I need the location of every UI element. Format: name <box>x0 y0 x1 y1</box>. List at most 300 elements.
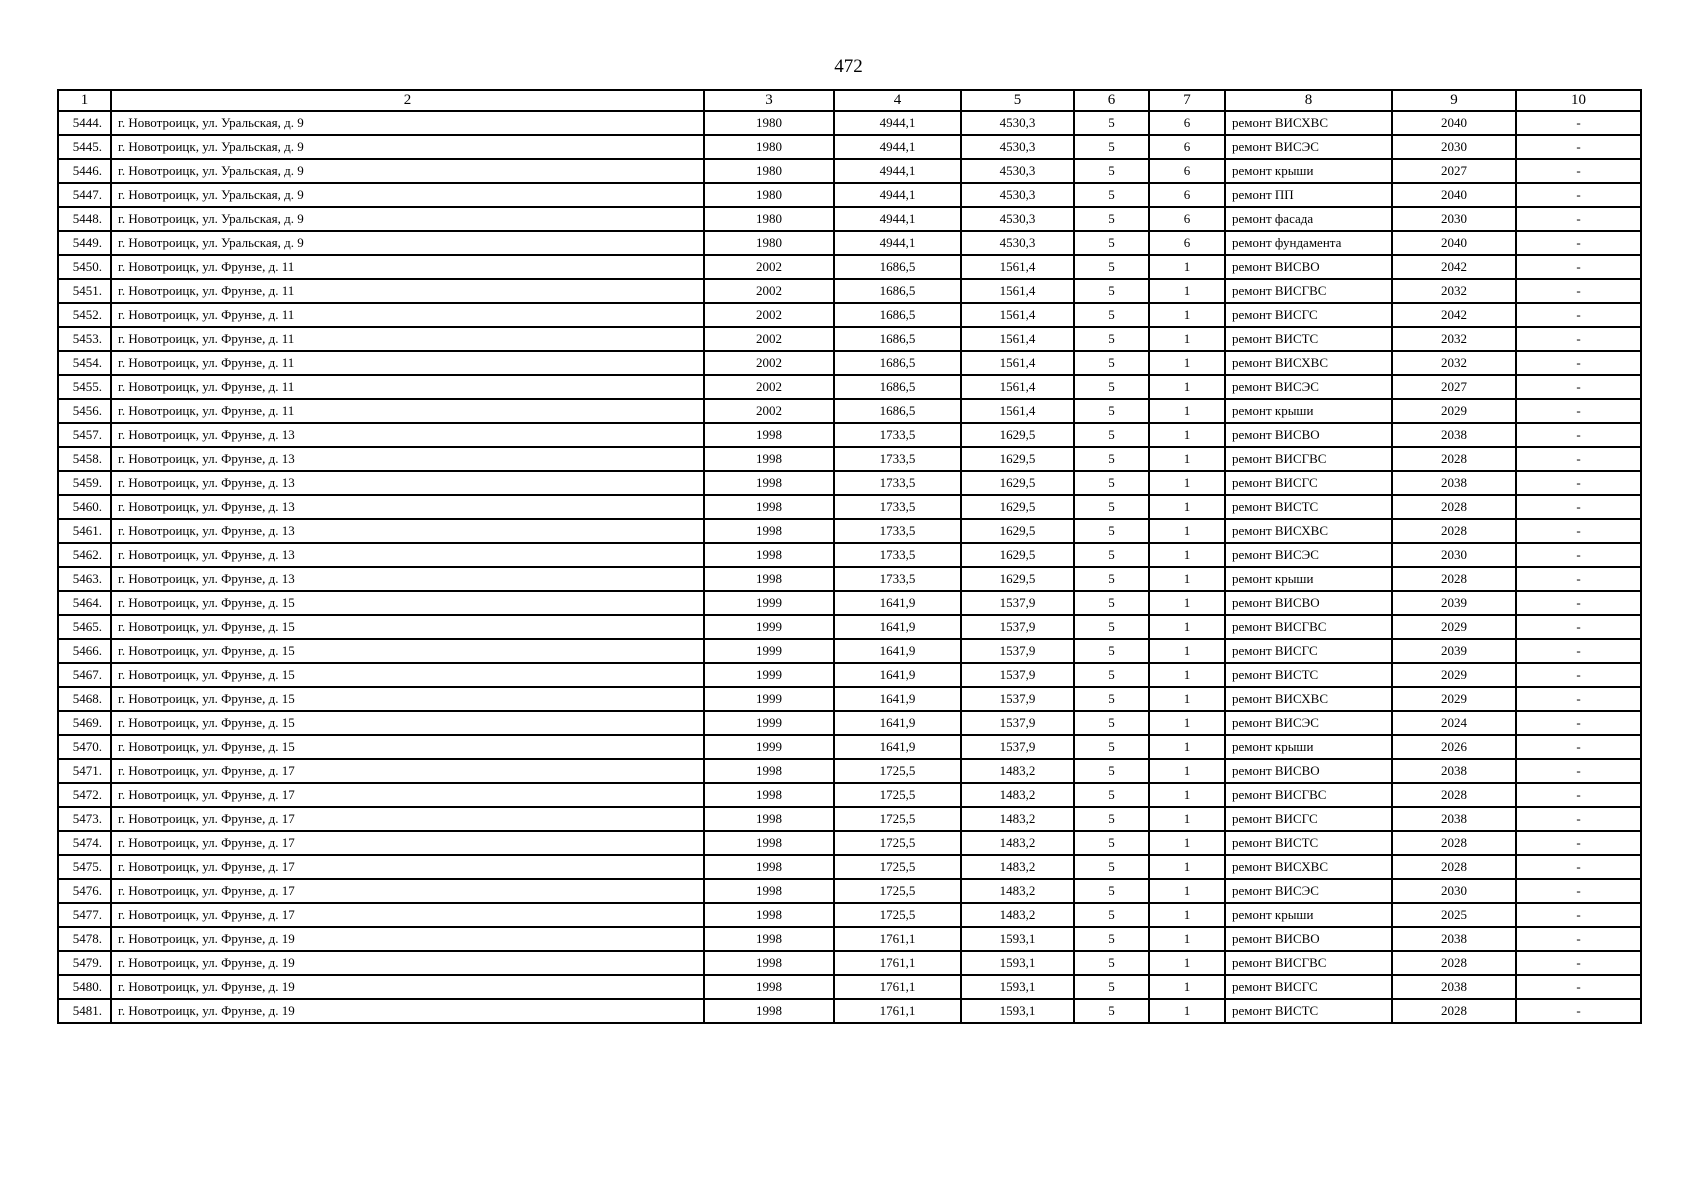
floors-cell: 5 <box>1074 447 1149 471</box>
table-row <box>58 831 1641 855</box>
note-cell: - <box>1516 687 1641 711</box>
year-built-cell: 1998 <box>704 519 834 543</box>
living-area-cell: 1629,5 <box>961 519 1074 543</box>
floors-cell: 5 <box>1074 879 1149 903</box>
row-number-cell: 5449. <box>58 231 111 255</box>
floors-cell: 5 <box>1074 639 1149 663</box>
planned-year-cell: 2026 <box>1392 735 1516 759</box>
year-built-cell: 1999 <box>704 711 834 735</box>
work-type-cell: ремонт ВИСГС <box>1225 975 1392 999</box>
living-area-cell: 1537,9 <box>961 735 1074 759</box>
floors-cell: 5 <box>1074 831 1149 855</box>
year-built-cell: 1998 <box>704 879 834 903</box>
work-type-cell: ремонт ВИСХВС <box>1225 351 1392 375</box>
planned-year-cell: 2038 <box>1392 975 1516 999</box>
living-area-cell: 4530,3 <box>961 159 1074 183</box>
floors-cell: 5 <box>1074 783 1149 807</box>
work-type-cell: ремонт ВИСХВС <box>1225 855 1392 879</box>
table-row <box>58 879 1641 903</box>
planned-year-cell: 2028 <box>1392 495 1516 519</box>
floors-cell: 5 <box>1074 735 1149 759</box>
note-cell: - <box>1516 735 1641 759</box>
floors-cell: 5 <box>1074 159 1149 183</box>
floors-cell: 5 <box>1074 495 1149 519</box>
entrances-cell: 1 <box>1149 831 1225 855</box>
total-area-cell: 1686,5 <box>834 255 961 279</box>
planned-year-cell: 2030 <box>1392 207 1516 231</box>
table-row <box>58 711 1641 735</box>
address-cell: г. Новотроицк, ул. Фрунзе, д. 15 <box>111 639 704 663</box>
table-row <box>58 687 1641 711</box>
living-area-cell: 1561,4 <box>961 399 1074 423</box>
entrances-cell: 1 <box>1149 639 1225 663</box>
row-number-cell: 5448. <box>58 207 111 231</box>
note-cell: - <box>1516 351 1641 375</box>
year-built-cell: 2002 <box>704 351 834 375</box>
entrances-cell: 1 <box>1149 735 1225 759</box>
row-number-cell: 5452. <box>58 303 111 327</box>
note-cell: - <box>1516 807 1641 831</box>
work-type-cell: ремонт ВИСГС <box>1225 807 1392 831</box>
entrances-cell: 6 <box>1149 231 1225 255</box>
address-cell: г. Новотроицк, ул. Уральская, д. 9 <box>111 159 704 183</box>
address-cell: г. Новотроицк, ул. Фрунзе, д. 19 <box>111 975 704 999</box>
address-cell: г. Новотроицк, ул. Фрунзе, д. 17 <box>111 807 704 831</box>
column-header: 1 <box>58 90 111 111</box>
address-cell: г. Новотроицк, ул. Фрунзе, д. 11 <box>111 279 704 303</box>
year-built-cell: 1980 <box>704 111 834 135</box>
address-cell: г. Новотроицк, ул. Фрунзе, д. 13 <box>111 567 704 591</box>
entrances-cell: 1 <box>1149 951 1225 975</box>
floors-cell: 5 <box>1074 903 1149 927</box>
living-area-cell: 1561,4 <box>961 351 1074 375</box>
living-area-cell: 1537,9 <box>961 615 1074 639</box>
total-area-cell: 1641,9 <box>834 735 961 759</box>
address-cell: г. Новотроицк, ул. Уральская, д. 9 <box>111 231 704 255</box>
work-type-cell: ремонт ВИСТС <box>1225 327 1392 351</box>
row-number-cell: 5467. <box>58 663 111 687</box>
note-cell: - <box>1516 183 1641 207</box>
note-cell: - <box>1516 255 1641 279</box>
row-number-cell: 5462. <box>58 543 111 567</box>
planned-year-cell: 2029 <box>1392 687 1516 711</box>
total-area-cell: 1725,5 <box>834 831 961 855</box>
address-cell: г. Новотроицк, ул. Фрунзе, д. 13 <box>111 543 704 567</box>
year-built-cell: 1980 <box>704 183 834 207</box>
table-row <box>58 279 1641 303</box>
total-area-cell: 1725,5 <box>834 903 961 927</box>
floors-cell: 5 <box>1074 423 1149 447</box>
row-number-cell: 5444. <box>58 111 111 135</box>
living-area-cell: 4530,3 <box>961 135 1074 159</box>
entrances-cell: 1 <box>1149 279 1225 303</box>
year-built-cell: 1999 <box>704 663 834 687</box>
planned-year-cell: 2042 <box>1392 255 1516 279</box>
work-type-cell: ремонт ВИСГВС <box>1225 279 1392 303</box>
total-area-cell: 1641,9 <box>834 663 961 687</box>
living-area-cell: 1629,5 <box>961 471 1074 495</box>
table-row <box>58 375 1641 399</box>
year-built-cell: 2002 <box>704 255 834 279</box>
planned-year-cell: 2028 <box>1392 999 1516 1023</box>
year-built-cell: 2002 <box>704 303 834 327</box>
row-number-cell: 5476. <box>58 879 111 903</box>
planned-year-cell: 2040 <box>1392 183 1516 207</box>
table-body <box>58 111 1641 1023</box>
year-built-cell: 1998 <box>704 543 834 567</box>
table-row <box>58 951 1641 975</box>
note-cell: - <box>1516 591 1641 615</box>
row-number-cell: 5463. <box>58 567 111 591</box>
floors-cell: 5 <box>1074 927 1149 951</box>
total-area-cell: 1733,5 <box>834 519 961 543</box>
work-type-cell: ремонт ВИСХВС <box>1225 687 1392 711</box>
address-cell: г. Новотроицк, ул. Фрунзе, д. 11 <box>111 327 704 351</box>
address-cell: г. Новотроицк, ул. Фрунзе, д. 15 <box>111 687 704 711</box>
row-number-cell: 5481. <box>58 999 111 1023</box>
planned-year-cell: 2040 <box>1392 111 1516 135</box>
entrances-cell: 1 <box>1149 759 1225 783</box>
floors-cell: 5 <box>1074 951 1149 975</box>
living-area-cell: 4530,3 <box>961 207 1074 231</box>
work-type-cell: ремонт ВИСТС <box>1225 663 1392 687</box>
table-row <box>58 423 1641 447</box>
entrances-cell: 1 <box>1149 783 1225 807</box>
living-area-cell: 1483,2 <box>961 831 1074 855</box>
row-number-cell: 5472. <box>58 783 111 807</box>
total-area-cell: 1686,5 <box>834 375 961 399</box>
address-cell: г. Новотроицк, ул. Фрунзе, д. 13 <box>111 447 704 471</box>
planned-year-cell: 2038 <box>1392 927 1516 951</box>
column-header: 2 <box>111 90 704 111</box>
entrances-cell: 1 <box>1149 423 1225 447</box>
total-area-cell: 1686,5 <box>834 303 961 327</box>
note-cell: - <box>1516 471 1641 495</box>
address-cell: г. Новотроицк, ул. Фрунзе, д. 11 <box>111 399 704 423</box>
total-area-cell: 1761,1 <box>834 999 961 1023</box>
note-cell: - <box>1516 855 1641 879</box>
year-built-cell: 1998 <box>704 567 834 591</box>
living-area-cell: 1483,2 <box>961 783 1074 807</box>
note-cell: - <box>1516 495 1641 519</box>
table-row <box>58 111 1641 135</box>
row-number-cell: 5478. <box>58 927 111 951</box>
address-cell: г. Новотроицк, ул. Уральская, д. 9 <box>111 111 704 135</box>
work-type-cell: ремонт ВИСВО <box>1225 255 1392 279</box>
work-type-cell: ремонт ВИСТС <box>1225 495 1392 519</box>
entrances-cell: 6 <box>1149 111 1225 135</box>
note-cell: - <box>1516 519 1641 543</box>
row-number-cell: 5477. <box>58 903 111 927</box>
work-type-cell: ремонт ВИСЭС <box>1225 135 1392 159</box>
address-cell: г. Новотроицк, ул. Фрунзе, д. 11 <box>111 351 704 375</box>
table-row <box>58 783 1641 807</box>
row-number-cell: 5469. <box>58 711 111 735</box>
table-row <box>58 999 1641 1023</box>
living-area-cell: 1483,2 <box>961 903 1074 927</box>
work-type-cell: ремонт ВИСТС <box>1225 999 1392 1023</box>
entrances-cell: 6 <box>1149 135 1225 159</box>
living-area-cell: 1629,5 <box>961 567 1074 591</box>
entrances-cell: 1 <box>1149 663 1225 687</box>
planned-year-cell: 2024 <box>1392 711 1516 735</box>
entrances-cell: 1 <box>1149 879 1225 903</box>
work-type-cell: ремонт крыши <box>1225 735 1392 759</box>
total-area-cell: 4944,1 <box>834 183 961 207</box>
row-number-cell: 5464. <box>58 591 111 615</box>
row-number-cell: 5447. <box>58 183 111 207</box>
note-cell: - <box>1516 399 1641 423</box>
planned-year-cell: 2028 <box>1392 783 1516 807</box>
total-area-cell: 4944,1 <box>834 135 961 159</box>
entrances-cell: 6 <box>1149 159 1225 183</box>
floors-cell: 5 <box>1074 975 1149 999</box>
total-area-cell: 1641,9 <box>834 615 961 639</box>
entrances-cell: 6 <box>1149 183 1225 207</box>
year-built-cell: 1998 <box>704 927 834 951</box>
planned-year-cell: 2027 <box>1392 159 1516 183</box>
row-number-cell: 5461. <box>58 519 111 543</box>
note-cell: - <box>1516 879 1641 903</box>
address-cell: г. Новотроицк, ул. Фрунзе, д. 11 <box>111 375 704 399</box>
entrances-cell: 1 <box>1149 927 1225 951</box>
planned-year-cell: 2038 <box>1392 807 1516 831</box>
floors-cell: 5 <box>1074 375 1149 399</box>
table-row <box>58 351 1641 375</box>
row-number-cell: 5456. <box>58 399 111 423</box>
entrances-cell: 1 <box>1149 351 1225 375</box>
table-row <box>58 231 1641 255</box>
floors-cell: 5 <box>1074 255 1149 279</box>
note-cell: - <box>1516 303 1641 327</box>
work-type-cell: ремонт ВИСГС <box>1225 303 1392 327</box>
row-number-cell: 5451. <box>58 279 111 303</box>
year-built-cell: 1998 <box>704 471 834 495</box>
total-area-cell: 1761,1 <box>834 975 961 999</box>
living-area-cell: 1537,9 <box>961 687 1074 711</box>
planned-year-cell: 2039 <box>1392 639 1516 663</box>
column-header: 6 <box>1074 90 1149 111</box>
living-area-cell: 1483,2 <box>961 879 1074 903</box>
row-number-cell: 5457. <box>58 423 111 447</box>
entrances-cell: 1 <box>1149 711 1225 735</box>
work-type-cell: ремонт ВИСЭС <box>1225 711 1392 735</box>
total-area-cell: 1725,5 <box>834 807 961 831</box>
floors-cell: 5 <box>1074 399 1149 423</box>
note-cell: - <box>1516 927 1641 951</box>
living-area-cell: 1593,1 <box>961 999 1074 1023</box>
page-number: 472 <box>834 56 863 77</box>
address-cell: г. Новотроицк, ул. Фрунзе, д. 17 <box>111 783 704 807</box>
living-area-cell: 1629,5 <box>961 495 1074 519</box>
note-cell: - <box>1516 327 1641 351</box>
column-header: 3 <box>704 90 834 111</box>
table-row <box>58 519 1641 543</box>
note-cell: - <box>1516 543 1641 567</box>
year-built-cell: 1998 <box>704 495 834 519</box>
living-area-cell: 1593,1 <box>961 975 1074 999</box>
column-header: 9 <box>1392 90 1516 111</box>
row-number-cell: 5455. <box>58 375 111 399</box>
entrances-cell: 1 <box>1149 615 1225 639</box>
work-type-cell: ремонт ВИСВО <box>1225 759 1392 783</box>
planned-year-cell: 2027 <box>1392 375 1516 399</box>
address-cell: г. Новотроицк, ул. Фрунзе, д. 17 <box>111 855 704 879</box>
address-cell: г. Новотроицк, ул. Фрунзе, д. 15 <box>111 615 704 639</box>
entrances-cell: 1 <box>1149 471 1225 495</box>
column-header: 5 <box>961 90 1074 111</box>
floors-cell: 5 <box>1074 303 1149 327</box>
floors-cell: 5 <box>1074 279 1149 303</box>
living-area-cell: 4530,3 <box>961 111 1074 135</box>
floors-cell: 5 <box>1074 663 1149 687</box>
planned-year-cell: 2032 <box>1392 279 1516 303</box>
entrances-cell: 1 <box>1149 303 1225 327</box>
address-cell: г. Новотроицк, ул. Фрунзе, д. 13 <box>111 519 704 543</box>
row-number-cell: 5459. <box>58 471 111 495</box>
year-built-cell: 1998 <box>704 951 834 975</box>
table-row <box>58 663 1641 687</box>
year-built-cell: 1980 <box>704 207 834 231</box>
total-area-cell: 1641,9 <box>834 591 961 615</box>
total-area-cell: 1686,5 <box>834 351 961 375</box>
living-area-cell: 1561,4 <box>961 375 1074 399</box>
total-area-cell: 1725,5 <box>834 783 961 807</box>
work-type-cell: ремонт ВИСГВС <box>1225 951 1392 975</box>
living-area-cell: 1537,9 <box>961 663 1074 687</box>
planned-year-cell: 2028 <box>1392 519 1516 543</box>
total-area-cell: 1733,5 <box>834 447 961 471</box>
note-cell: - <box>1516 615 1641 639</box>
entrances-cell: 1 <box>1149 807 1225 831</box>
note-cell: - <box>1516 759 1641 783</box>
entrances-cell: 1 <box>1149 519 1225 543</box>
living-area-cell: 1483,2 <box>961 855 1074 879</box>
floors-cell: 5 <box>1074 615 1149 639</box>
address-cell: г. Новотроицк, ул. Уральская, д. 9 <box>111 183 704 207</box>
year-built-cell: 1998 <box>704 903 834 927</box>
total-area-cell: 1725,5 <box>834 759 961 783</box>
table-row <box>58 927 1641 951</box>
entrances-cell: 1 <box>1149 375 1225 399</box>
note-cell: - <box>1516 375 1641 399</box>
floors-cell: 5 <box>1074 351 1149 375</box>
year-built-cell: 1980 <box>704 231 834 255</box>
living-area-cell: 1537,9 <box>961 639 1074 663</box>
note-cell: - <box>1516 639 1641 663</box>
work-type-cell: ремонт ВИСТС <box>1225 831 1392 855</box>
table-row <box>58 855 1641 879</box>
address-cell: г. Новотроицк, ул. Фрунзе, д. 13 <box>111 471 704 495</box>
total-area-cell: 1761,1 <box>834 951 961 975</box>
floors-cell: 5 <box>1074 711 1149 735</box>
planned-year-cell: 2029 <box>1392 399 1516 423</box>
note-cell: - <box>1516 111 1641 135</box>
total-area-cell: 4944,1 <box>834 231 961 255</box>
row-number-cell: 5460. <box>58 495 111 519</box>
year-built-cell: 1998 <box>704 999 834 1023</box>
total-area-cell: 1641,9 <box>834 711 961 735</box>
table-row <box>58 543 1641 567</box>
entrances-cell: 1 <box>1149 495 1225 519</box>
year-built-cell: 1999 <box>704 591 834 615</box>
address-cell: г. Новотроицк, ул. Фрунзе, д. 19 <box>111 927 704 951</box>
row-number-cell: 5450. <box>58 255 111 279</box>
planned-year-cell: 2039 <box>1392 591 1516 615</box>
year-built-cell: 2002 <box>704 399 834 423</box>
table-row <box>58 447 1641 471</box>
note-cell: - <box>1516 831 1641 855</box>
floors-cell: 5 <box>1074 471 1149 495</box>
table-header-row <box>58 90 1641 111</box>
planned-year-cell: 2025 <box>1392 903 1516 927</box>
living-area-cell: 1483,2 <box>961 759 1074 783</box>
floors-cell: 5 <box>1074 543 1149 567</box>
planned-year-cell: 2040 <box>1392 231 1516 255</box>
planned-year-cell: 2029 <box>1392 663 1516 687</box>
address-cell: г. Новотроицк, ул. Фрунзе, д. 19 <box>111 999 704 1023</box>
work-type-cell: ремонт фундамента <box>1225 231 1392 255</box>
entrances-cell: 1 <box>1149 567 1225 591</box>
living-area-cell: 4530,3 <box>961 231 1074 255</box>
living-area-cell: 1561,4 <box>961 327 1074 351</box>
floors-cell: 5 <box>1074 855 1149 879</box>
year-built-cell: 1998 <box>704 975 834 999</box>
total-area-cell: 1686,5 <box>834 327 961 351</box>
year-built-cell: 1980 <box>704 159 834 183</box>
floors-cell: 5 <box>1074 207 1149 231</box>
row-number-cell: 5468. <box>58 687 111 711</box>
living-area-cell: 1629,5 <box>961 447 1074 471</box>
note-cell: - <box>1516 951 1641 975</box>
note-cell: - <box>1516 423 1641 447</box>
note-cell: - <box>1516 207 1641 231</box>
planned-year-cell: 2042 <box>1392 303 1516 327</box>
row-number-cell: 5473. <box>58 807 111 831</box>
table-row <box>58 735 1641 759</box>
work-type-cell: ремонт ВИСВО <box>1225 591 1392 615</box>
planned-year-cell: 2032 <box>1392 351 1516 375</box>
note-cell: - <box>1516 447 1641 471</box>
living-area-cell: 1561,4 <box>961 303 1074 327</box>
floors-cell: 5 <box>1074 591 1149 615</box>
total-area-cell: 1641,9 <box>834 639 961 663</box>
address-cell: г. Новотроицк, ул. Фрунзе, д. 11 <box>111 255 704 279</box>
total-area-cell: 1733,5 <box>834 471 961 495</box>
column-header: 4 <box>834 90 961 111</box>
row-number-cell: 5445. <box>58 135 111 159</box>
living-area-cell: 1629,5 <box>961 543 1074 567</box>
year-built-cell: 1998 <box>704 783 834 807</box>
year-built-cell: 1999 <box>704 735 834 759</box>
entrances-cell: 1 <box>1149 447 1225 471</box>
row-number-cell: 5453. <box>58 327 111 351</box>
table-row <box>58 495 1641 519</box>
entrances-cell: 1 <box>1149 975 1225 999</box>
year-built-cell: 1999 <box>704 615 834 639</box>
year-built-cell: 1999 <box>704 687 834 711</box>
floors-cell: 5 <box>1074 183 1149 207</box>
work-type-cell: ремонт ПП <box>1225 183 1392 207</box>
work-type-cell: ремонт ВИСЭС <box>1225 879 1392 903</box>
work-type-cell: ремонт ВИСГС <box>1225 471 1392 495</box>
planned-year-cell: 2028 <box>1392 831 1516 855</box>
planned-year-cell: 2030 <box>1392 135 1516 159</box>
address-cell: г. Новотроицк, ул. Фрунзе, д. 17 <box>111 903 704 927</box>
row-number-cell: 5480. <box>58 975 111 999</box>
row-number-cell: 5471. <box>58 759 111 783</box>
row-number-cell: 5479. <box>58 951 111 975</box>
